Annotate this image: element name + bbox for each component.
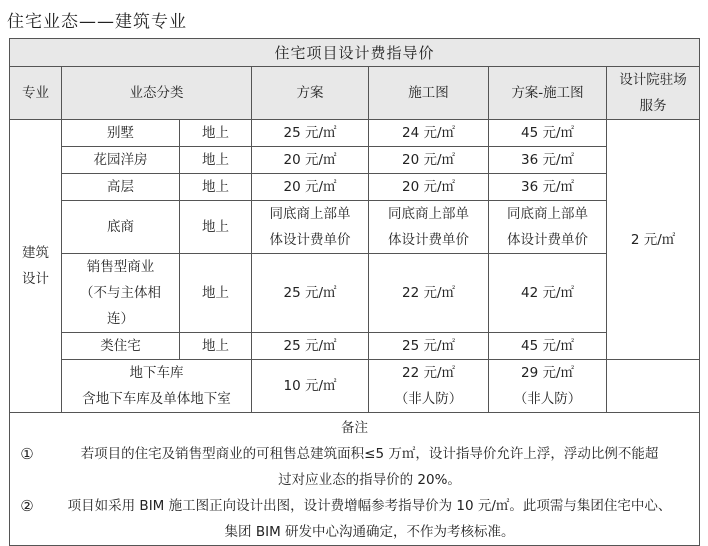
row-category (62, 360, 252, 413)
row-construction-price: 25 元/㎡ (369, 333, 489, 360)
row-category: 高层 (62, 174, 180, 201)
table-row (10, 174, 700, 201)
header-onsite-line2: 服务 (639, 98, 667, 114)
row-category-line1: 销售型商业 (86, 259, 155, 275)
row-sc-price: 42 元/㎡ (489, 254, 607, 333)
row-sc-price (489, 360, 607, 413)
header-row (10, 67, 700, 120)
header-major: 专业 (10, 67, 62, 120)
row-sc-price: 45 元/㎡ (489, 333, 607, 360)
table-title-row (10, 39, 700, 67)
row-construction-line2: （非人防） (394, 391, 463, 407)
row-scheme-price: 25 元/㎡ (252, 333, 369, 360)
row-category-line1: 地下车库 (129, 365, 184, 381)
row-sc-line2: （非人防） (513, 391, 582, 407)
row-construction-price: 20 元/㎡ (369, 174, 489, 201)
onsite-price: 2 元/㎡ (607, 120, 700, 360)
row-construction-price: 24 元/㎡ (369, 120, 489, 147)
note-text-2: 项目如采用 BIM 施工图正向设计出图，设计费增幅参考指导价为 10 元/㎡。此项需与集团住宅中心、 (67, 498, 672, 514)
row-category-line2: 含地下车库及单体地下室 (82, 391, 231, 407)
row-scheme-price: 25 元/㎡ (252, 254, 369, 333)
row-location: 地上 (180, 201, 252, 254)
page-heading: 住宅业态——建筑专业 (7, 12, 187, 32)
onsite-empty-cell (607, 360, 700, 413)
note-number-1: ① (20, 445, 34, 463)
row-location: 地上 (180, 147, 252, 174)
row-category: 类住宅 (62, 333, 180, 360)
table-row (10, 201, 700, 254)
major-line1: 建筑 (22, 245, 49, 261)
row-sc-price (489, 201, 607, 254)
note-text-2-cont: 集团 BIM 研发中心沟通确定，不作为考核标准。 (224, 524, 515, 540)
row-sc-line1: 同底商上部单 (507, 206, 588, 222)
row-category: 花园洋房 (62, 147, 180, 174)
header-onsite (607, 67, 700, 120)
row-category: 底商 (62, 201, 180, 254)
row-sc-price: 36 元/㎡ (489, 147, 607, 174)
design-fee-table (9, 38, 700, 546)
table-row (10, 147, 700, 174)
row-construction-line1: 同底商上部单 (388, 206, 469, 222)
note-item-1 (12, 441, 697, 467)
row-location: 地上 (180, 254, 252, 333)
header-category: 业态分类 (62, 67, 252, 120)
row-location: 地上 (180, 333, 252, 360)
header-scheme: 方案 (252, 67, 369, 120)
major-line2: 设计 (22, 271, 49, 287)
notes-cell (10, 413, 700, 546)
row-sc-line1: 29 元/㎡ (520, 365, 575, 381)
row-construction-price: 22 元/㎡ (369, 254, 489, 333)
row-category-line2: （不与主体相 (80, 285, 161, 301)
row-construction-price: 20 元/㎡ (369, 147, 489, 174)
note-text-1-cont: 过对应业态的指导价的 20%。 (278, 472, 461, 488)
row-construction-line2: 体设计费单价 (388, 232, 469, 248)
row-scheme-line1: 同底商上部单 (269, 206, 351, 222)
row-category: 别墅 (62, 120, 180, 147)
table-row (10, 333, 700, 360)
row-scheme-price: 25 元/㎡ (252, 120, 369, 147)
major-cell (10, 120, 62, 413)
row-construction-line1: 22 元/㎡ (401, 365, 456, 381)
notes-label: 备注 (341, 420, 369, 436)
row-scheme-line2: 体设计费单价 (269, 232, 351, 248)
note-item-2 (12, 493, 697, 519)
row-scheme-price: 20 元/㎡ (252, 147, 369, 174)
row-sc-line2: 体设计费单价 (507, 232, 588, 248)
row-scheme-price: 20 元/㎡ (252, 174, 369, 201)
row-scheme-price (252, 201, 369, 254)
note-text-1: 若项目的住宅及销售型商业的可租售总建筑面积≤5 万㎡，设计指导价允许上浮，浮动比例不能超 (80, 446, 659, 462)
row-sc-price: 36 元/㎡ (489, 174, 607, 201)
row-construction-price (369, 360, 489, 413)
table-row (10, 120, 700, 147)
row-construction-price (369, 201, 489, 254)
row-category (62, 254, 180, 333)
header-scheme-construction: 方案-施工图 (489, 67, 607, 120)
row-location: 地上 (180, 120, 252, 147)
notes-row (10, 413, 700, 546)
row-sc-price: 45 元/㎡ (489, 120, 607, 147)
row-scheme-price: 10 元/㎡ (252, 360, 369, 413)
header-onsite-line1: 设计院驻场 (619, 72, 687, 88)
note-number-2: ② (20, 497, 34, 515)
table-row (10, 254, 700, 333)
table-title: 住宅项目设计费指导价 (10, 39, 700, 67)
table-row (10, 360, 700, 413)
row-location: 地上 (180, 174, 252, 201)
header-construction: 施工图 (369, 67, 489, 120)
row-category-line3: 连） (107, 311, 134, 327)
